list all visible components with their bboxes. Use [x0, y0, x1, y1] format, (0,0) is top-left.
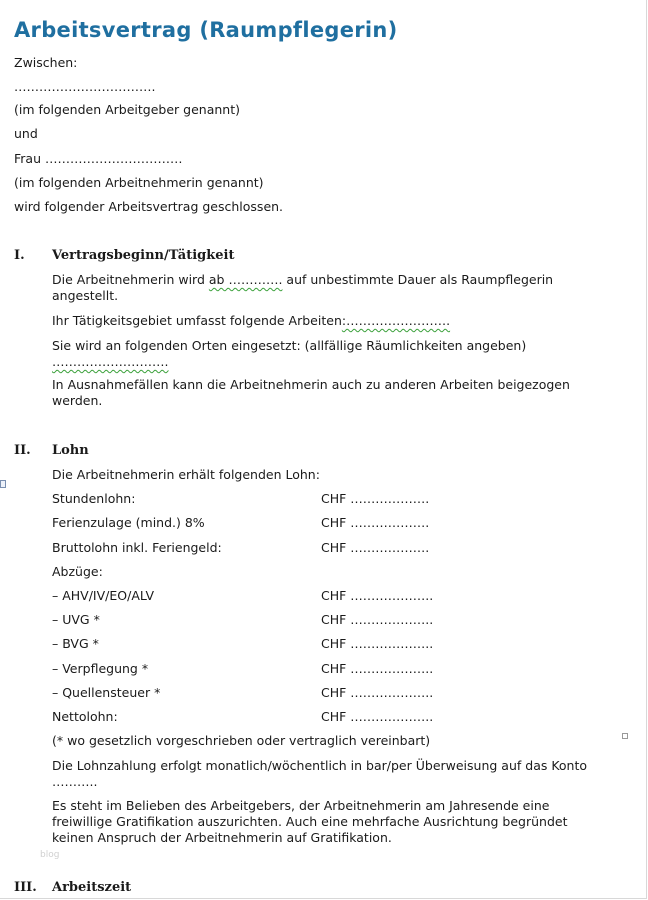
- wage-row-amount: CHF ……………….: [321, 491, 430, 506]
- section-1-paragraph-exceptions: In Ausnahmefällen kann die Arbeitnehmerin auch zu anderen Arbeiten beigezogen werden.: [52, 377, 570, 408]
- tasks-blank: :…………………….: [341, 313, 451, 328]
- wage-row-amount: CHF ………………..: [321, 661, 434, 676]
- section-2-intro: Die Arbeitnehmerin erhält folgenden Lohn:: [52, 467, 320, 482]
- section-2-gratification: Es steht im Belieben des Arbeitgebers, der Arbeitnehmerin am Jahresende eine freiwillige Gratifikation auszurichten. Auch eine mehrfache Ausrichtung begründet keinen Anspruch der Arbeitnehmerin auf Gratifikation.: [52, 798, 568, 845]
- section-1-paragraph-tasks: Ihr Tätigkeitsgebiet umfasst folgende Arbeiten:…………………….: [52, 313, 451, 328]
- anchor-marker-icon: [0, 480, 6, 488]
- intro-frau: Frau ……………………………: [14, 151, 183, 166]
- wage-row-amount: CHF ………………..: [321, 685, 434, 700]
- wage-row-amount: CHF ………………..: [321, 636, 434, 651]
- wage-row-label: – Verpflegung *: [52, 661, 149, 676]
- section-2-payment: Die Lohnzahlung erfolgt monatlich/wöchentlich in bar/per Überweisung auf das Konto ………..: [52, 758, 588, 789]
- paragraph-marker-icon: [622, 733, 628, 739]
- wage-row-label: Stundenlohn:: [52, 491, 136, 506]
- intro-arbeitgeber: (im folgenden Arbeitgeber genannt): [14, 102, 240, 117]
- wage-row-label: – UVG *: [52, 612, 100, 627]
- section-1-paragraph-start: Die Arbeitnehmerin wird ab …………. auf unbestimmte Dauer als Raumpflegerin angestellt.: [52, 272, 554, 303]
- wage-row-amount: CHF ……………….: [321, 540, 430, 555]
- date-blank: ab ………….: [208, 272, 283, 287]
- section-1-number: I.: [14, 248, 25, 263]
- wage-row-amount: CHF ……………….: [321, 515, 430, 530]
- section-3-number: III.: [14, 880, 37, 895]
- document-title: Arbeitsvertrag (Raumpflegerin): [14, 18, 398, 42]
- wage-row-label: – Quellensteuer *: [52, 685, 161, 700]
- section-2-footnote: (* wo gesetzlich vorgeschrieben oder vertraglich vereinbart): [52, 733, 431, 748]
- wage-row-label: – BVG *: [52, 636, 99, 651]
- watermark: blog: [40, 850, 60, 860]
- section-3-title: Arbeitszeit: [52, 880, 132, 895]
- wage-row-label: Bruttolohn inkl. Feriengeld:: [52, 540, 222, 555]
- wage-row-label: Ferienzulage (mind.) 8%: [52, 515, 205, 530]
- section-1-paragraph-places: Sie wird an folgenden Orten eingesetzt: (allfällige Räumlichkeiten angeben): [52, 338, 527, 353]
- section-2-title: Lohn: [52, 443, 89, 458]
- intro-geschlossen: wird folgender Arbeitsvertrag geschlossen.: [14, 199, 284, 214]
- places-blank: ……………………….: [52, 354, 169, 369]
- wage-row-amount: CHF ………………..: [321, 588, 434, 603]
- wage-row-label: – AHV/IV/EO/ALV: [52, 588, 155, 603]
- wage-row-label: Nettolohn:: [52, 709, 118, 724]
- wage-row-label: Abzüge:: [52, 564, 103, 579]
- intro-blank: …………………………….: [14, 79, 156, 94]
- wage-row-amount: CHF ………………..: [321, 612, 434, 627]
- wage-row-amount: CHF ………………..: [321, 709, 434, 724]
- intro-zwischen: Zwischen:: [14, 55, 78, 70]
- section-1-title: Vertragsbeginn/Tätigkeit: [52, 248, 235, 263]
- intro-und: und: [14, 126, 38, 141]
- intro-arbeitnehmerin: (im folgenden Arbeitnehmerin genannt): [14, 175, 264, 190]
- section-2-number: II.: [14, 443, 31, 458]
